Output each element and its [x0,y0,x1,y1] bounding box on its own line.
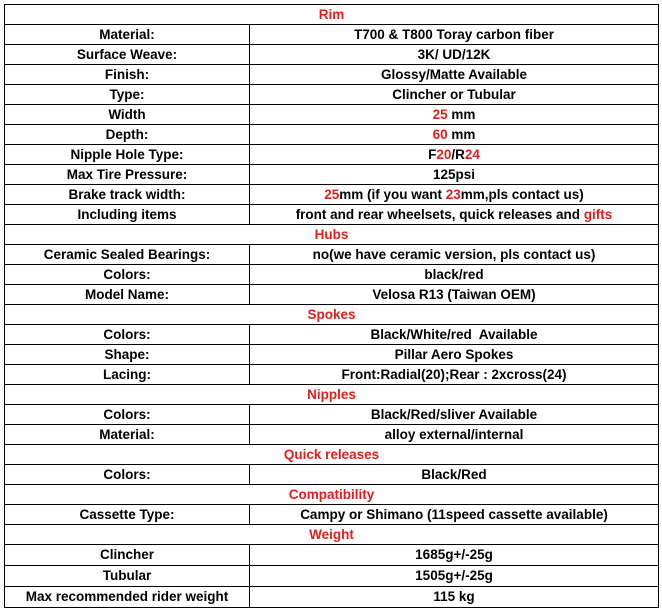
spec-label: Including items [5,205,250,225]
depth-unit: mm [447,126,476,142]
spec-row-surface-weave [5,45,659,65]
spec-row-qr-colors [5,465,659,485]
spec-row-nipple-material [5,425,659,445]
spec-row-width [5,105,659,125]
spec-value: Black/Red/sliver Available [250,405,659,425]
spec-row-cassette [5,505,659,525]
spec-value: 115 kg [250,587,659,608]
spec-label: Depth: [5,125,250,145]
spec-value: no(we have ceramic version, pls contact us) [250,245,659,265]
spec-label: Colors: [5,265,250,285]
spec-row-including-items [5,205,659,225]
spec-label: Finish: [5,65,250,85]
section-title-compatibility: Compatibility [5,485,659,505]
section-title-weight: Weight [5,525,659,545]
section-title-hubs: Hubs [5,225,659,245]
spec-row-tubular-weight [5,566,659,587]
section-title-nipples: Nipples [5,385,659,405]
section-title-spokes: Spokes [5,305,659,325]
spec-value: black/red [250,265,659,285]
spec-row-model-name [5,285,659,305]
spec-value: Campy or Shimano (11speed cassette available) [250,505,659,525]
spec-row-lacing [5,365,659,385]
spec-label: Nipple Hole Type: [5,145,250,165]
spec-row-nipple-hole [5,145,659,165]
spec-row-rim-material [5,25,659,45]
spec-row-finish [5,65,659,85]
spec-row-max-pressure [5,165,659,185]
spec-label: Colors: [5,465,250,485]
spec-label: Colors: [5,405,250,425]
spec-label: Colors: [5,325,250,345]
spec-value: 1505g+/-25g [250,566,659,587]
spec-value: Velosa R13 (Taiwan OEM) [250,285,659,305]
spec-value: Black/White/red Available [250,325,659,345]
section-row-nipples [5,385,659,405]
section-row-hubs [5,225,659,245]
depth-number: 60 [432,126,448,142]
spec-row-type [5,85,659,105]
spec-row-nipple-colors [5,405,659,425]
spec-value: 3K/ UD/12K [250,45,659,65]
spec-label: Max Tire Pressure: [5,165,250,185]
including-items-text: front and rear wheelsets, quick releases and [295,206,584,222]
nipple-hole-rear-prefix: /R [451,146,465,162]
spec-value: alloy external/internal [250,425,659,445]
section-row-weight [5,525,659,545]
spec-row-max-rider-weight [5,587,659,608]
spec-label: Tubular [5,566,250,587]
spec-row-bearings [5,245,659,265]
spec-row-spoke-colors [5,325,659,345]
spec-label: Model Name: [5,285,250,305]
spec-label: Shape: [5,345,250,365]
spec-value: Clincher or Tubular [250,85,659,105]
section-title-quick-releases: Quick releases [5,445,659,465]
spec-label: Ceramic Sealed Bearings: [5,245,250,265]
spec-label: Clincher [5,545,250,566]
section-row-spokes [5,305,659,325]
spec-value: Pillar Aero Spokes [250,345,659,365]
spec-value: Front:Radial(20);Rear : 2xcross(24) [250,365,659,385]
spec-value: Black/Red [250,465,659,485]
brake-track-text: mm (if you want [339,186,446,202]
spec-value [250,145,659,165]
spec-value: 1685g+/-25g [250,545,659,566]
spec-value [250,185,659,205]
spec-row-spoke-shape [5,345,659,365]
spec-label: Brake track width: [5,185,250,205]
section-row-compatibility [5,485,659,505]
spec-value [250,205,659,225]
brake-track-contact-text: mm,pls contact us) [460,186,584,202]
spec-label: Width [5,105,250,125]
width-number: 25 [432,106,448,122]
nipple-hole-front-count: 20 [436,146,452,162]
spec-row-hub-colors [5,265,659,285]
spec-table [4,4,659,608]
spec-sheet [4,4,658,608]
nipple-hole-rear-count: 24 [464,146,480,162]
spec-label: Max recommended rider weight [5,587,250,608]
brake-track-width: 25 [324,186,340,202]
spec-row-brake-track [5,185,659,205]
brake-track-alt-width: 23 [445,186,461,202]
spec-label: Lacing: [5,365,250,385]
spec-value: 125psi [250,165,659,185]
spec-label: Material: [5,425,250,445]
spec-value: T700 & T800 Toray carbon fiber [250,25,659,45]
nipple-hole-front-prefix: F [428,146,437,162]
spec-value [250,125,659,145]
spec-label: Material: [5,25,250,45]
spec-row-depth [5,125,659,145]
section-row-rim [5,5,659,25]
including-items-gifts: gifts [583,206,613,222]
spec-label: Cassette Type: [5,505,250,525]
spec-label: Surface Weave: [5,45,250,65]
section-row-quick-releases [5,445,659,465]
spec-row-clincher-weight [5,545,659,566]
width-unit: mm [447,106,476,122]
spec-label: Type: [5,85,250,105]
spec-value [250,105,659,125]
section-title-rim: Rim [5,5,659,25]
spec-value: Glossy/Matte Available [250,65,659,85]
